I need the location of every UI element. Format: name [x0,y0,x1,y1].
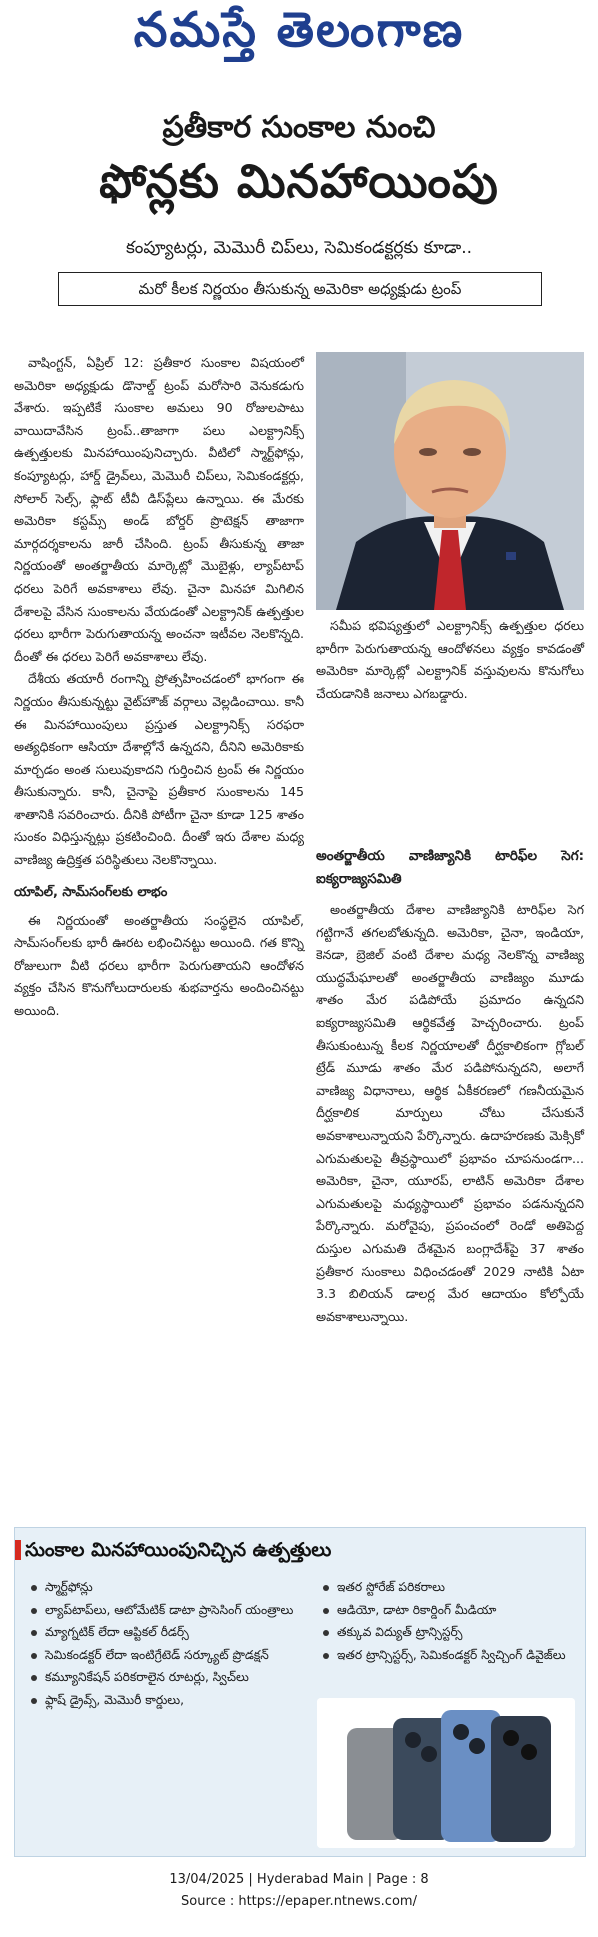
smartphones-image [317,1698,575,1848]
box-accent-bar [15,1540,21,1560]
article-kicker: ప్రతీకార సుంకాల నుంచి [162,110,436,145]
right-paragraph-1: సమీప భవిష్యత్తులో ఎలక్ట్రానిక్స్ ఉత్పత్తుల ధరలు భారీగా పెరుగుతాయన్న ఆందోళనలు వ్యక్తం కావడంతో అమెరికా మార్కెట్లో ఎలక్ట్రానిక్ వస్తువులను కొనుగోలు చేయడానికి జనాలు ఎగబడ్డారు. [316,618,584,701]
masthead [0,0,598,72]
exempt-item: ఇతర స్టోరేజ్ పరికరాలు [321,1578,577,1597]
left-paragraph-1: వాషింగ్టన్, ఏప్రిల్ 12: ప్రతీకార సుంకాల విషయంలో అమెరికా అధ్యక్షుడు డొనాల్డ్ ట్రంప్ మరోసారి వెనుకడుగు వేశారు. ఇప్పటికే సుంకాల అమలు 90 రోజులపాటు వాయిదావేసిన ట్రంప్..తాజాగా పలు ఎలక్ట్రానిక్స్ ఉత్పత్తులకు మినహాయింపునిచ్చారు. వీటిలో స్మార్ట్‌ఫోన్లు, కంప్యూటర్లు, హార్డ్ డ్రైవ్‌లు, మెమొరీ చిప్‌లు, సెమికండక్టర్లు, సోలార్ సెల్స్, ఫ్లాట్ టీవీ డిస్‌ప్లేలు ఉన్నాయి. ఈ మేరకు అమెరికా కస్టమ్స్ అండ్ బోర్డర్ ప్రొటెక్షన్ తాజాగా మార్గదర్శకాలను జారీ చేసింది. ట్రంప్ తీసుకున్న తాజా నిర్ణయంతో అంతర్జాతీయ మార్కెట్లో మొబైళ్లు, ల్యాప్‌టాప్ ధరలు పెరిగే అవకాశాలు లేవు. చైనా మినహా మిగిలిన దేశాలపై వేసిన సుంకాలను వేయడంతో ఎలక్ట్రానిక్ ఉత్పత్తుల ధరలు భారీగా పెరుగుతాయన్న అంచనా ఇటీవల నెలకొన్నది. దీంతో ఈ ధరలు పెరిగే అవకాశాలు లేవు. [14,355,304,664]
section-1-paragraph: ఈ నిర్ణయంతో అంతర్జాతీయ సంస్థలైన యాపిల్, సామ్‌సంగ్‌లకు భారీ ఊరట లభించినట్టు అయింది. గత కొన్ని రోజులుగా వీటి ధరలు భారీగా పెరుగుతాయని ఆందోళన వ్యక్తం చేసిన కొనుగోలుదారులకు శుభవార్తను అందించినట్టు అయింది. [14,912,304,1019]
masthead-title: నమస్తే తెలంగాణ [133,2,465,58]
exempt-item: ఆడియో, డాటా రికార్డింగ్ మీడియా [321,1601,577,1620]
exempt-item: ఫ్లాష్ డ్రైవ్స్, మెమొరీ కార్డులు, [29,1691,321,1710]
exempt-item: ల్యాప్‌టాప్‌లు, ఆటోమేటిక్ డాటా ప్రాసెసింగ్ యంత్రాలు [29,1601,321,1620]
exempt-item: తక్కువ విద్యుత్ ట్రాన్సిస్టర్స్ [321,1623,577,1642]
exempt-item: స్మార్ట్‌ఫోన్లు [29,1578,321,1597]
edition-info: 13/04/2025 | Hyderabad Main | Page : 8 [169,1872,429,1887]
left-paragraph-2: దేశీయ తయారీ రంగాన్ని ప్రోత్సహించడంలో భాగంగా ఈ నిర్ణయం తీసుకున్నట్టు వైట్‌హౌజ్ వర్గాలు వెల్లడించాయి. కానీ ఈ మినహాయింపులు ప్రస్తుత ఎలక్ట్రానిక్స్ సరఫరా అత్యధికంగా ఆసియా దేశాల్లోనే ఉన్నదని, దీనిని అమెరికాకు మార్చడం అంత సులువుకాదని గుర్తించిన ట్రంప్ ఈ నిర్ణయం తీసుకున్నారు. కానీ, చైనాపై ప్రతీకార సుంకాలను 145 శాతానికి సవరించారు. దీనికి పోటీగా చైనా కూడా 125 శాతం సుంకం విధిస్తున్నట్లు ప్రకటించింది. దీంతో ఇరు దేశాల మధ్య వాణిజ్య ఉద్రిక్తత పరిస్థితులు నెలకొన్నాయి. [14,671,304,868]
exempt-products-title: సుంకాల మినహాయింపునిచ్చిన ఉత్పత్తులు [25,1539,332,1561]
exempt-item: మ్యాగ్నటిక్ లేదా ఆప్టికల్ రీడర్స్ [29,1623,321,1642]
source-url: Source : https://epaper.ntnews.com/ [181,1894,417,1909]
article-headline: ఫోన్లకు మినహాయింపు [99,154,499,208]
exempt-products-list-right [321,1578,577,1668]
trump-photo [316,352,584,610]
exempt-products-list-left [29,1578,321,1713]
portrait-illustration [316,352,584,610]
right-paragraph-2: అంతర్జాతీయ దేశాల వాణిజ్యానికి టారిఫ్‌ల సెగ గట్టిగానే తగలబోతున్నది. అమెరికా, చైనా, ఇండియా, కెనడా, బ్రెజిల్ వంటి దేశాల మధ్య నెలకొన్న వాణిజ్య యుద్ధమేఘాలతో అంతర్జాతీయ వాణిజ్యం మూడు శాతం మేర పడిపోయే ప్రమాదం ఉన్నదని ఐక్యరాజ్యసమితి ఆర్థికవేత్త హెచ్చరించారు. ట్రంప్ తీసుకుంటున్న కీలక నిర్ణయాలతో దీర్ఘకాలికంగా గ్లోబల్ ట్రేడ్ మూడు శాతం మేర పడిపోనున్నదని, అలాగే వాణిజ్య విధానాలు, ఆర్థిక ఏకీకరణలో గణనీయమైన దీర్ఘకాలిక మార్పులు చోటు చేసుకునే అవకాశాలున్నాయని పేర్కొన్నారు. ఉదాహరణకు మెక్సికో ఎగుమతులపై తీవ్రస్థాయిలో ప్రభావం చూపనుండగా... అమెరికా, చైనా, యూరప్, లాటిన్ అమెరికా దేశాల ఎగుమతులపై మధ్యస్థాయిలో ప్రభావం పడనున్నదని పేర్కొన్నారు. మరోవైపు, ప్రపంచంలో రెండో అతిపెద్ద దుస్తుల ఎగుమతి దేశమైన బంగ్లాదేశ్‌పై 37 శాతం ప్రతీకార సుంకాలు విధించడంతో 2029 నాటికి ఏటా 3.3 బిలియన్ డాలర్ల మేర ఆదాయం కోల్పోయే అవకాశాలున్నాయి. [316,902,584,1324]
section-heading-un-tariffs: అంతర్జాతీయ వాణిజ్యానికి టారిఫ్‌ల సెగ: ఐక్యరాజ్యసమితి [316,848,584,887]
article-left-column [14,352,304,1023]
article-subhead: కంప్యూటర్లు, మెమొరీ చిప్‌లు, సెమికండక్టర్లకు కూడా.. [125,238,473,258]
exempt-item: సెమికండక్టర్ లేదా ఇంటిగ్రేటెడ్ సర్క్యూట్ ప్రొడక్షన్ [29,1646,321,1665]
exempt-item: కమ్యూనికేషన్ పరికరాలైన రూటర్లు, స్విచ్‌లు [29,1668,321,1687]
section-heading-apple-samsung: యాపిల్, సామ్‌సంగ్‌లకు లాభం [14,884,168,900]
phones-illustration [317,1698,575,1848]
exempt-item: ఇతర ట్రాన్సిస్టర్స్, సెమికండక్టర్ స్విచ్చింగ్ డివైజ్‌లు [321,1646,577,1665]
exempt-products-box [14,1527,586,1857]
article-right-column-top [316,615,584,705]
article-deck: మరో కీలక నిర్ణయం తీసుకున్న అమెరికా అధ్యక్షుడు ట్రంప్ [58,272,542,306]
article-right-column-bottom [316,845,584,1328]
